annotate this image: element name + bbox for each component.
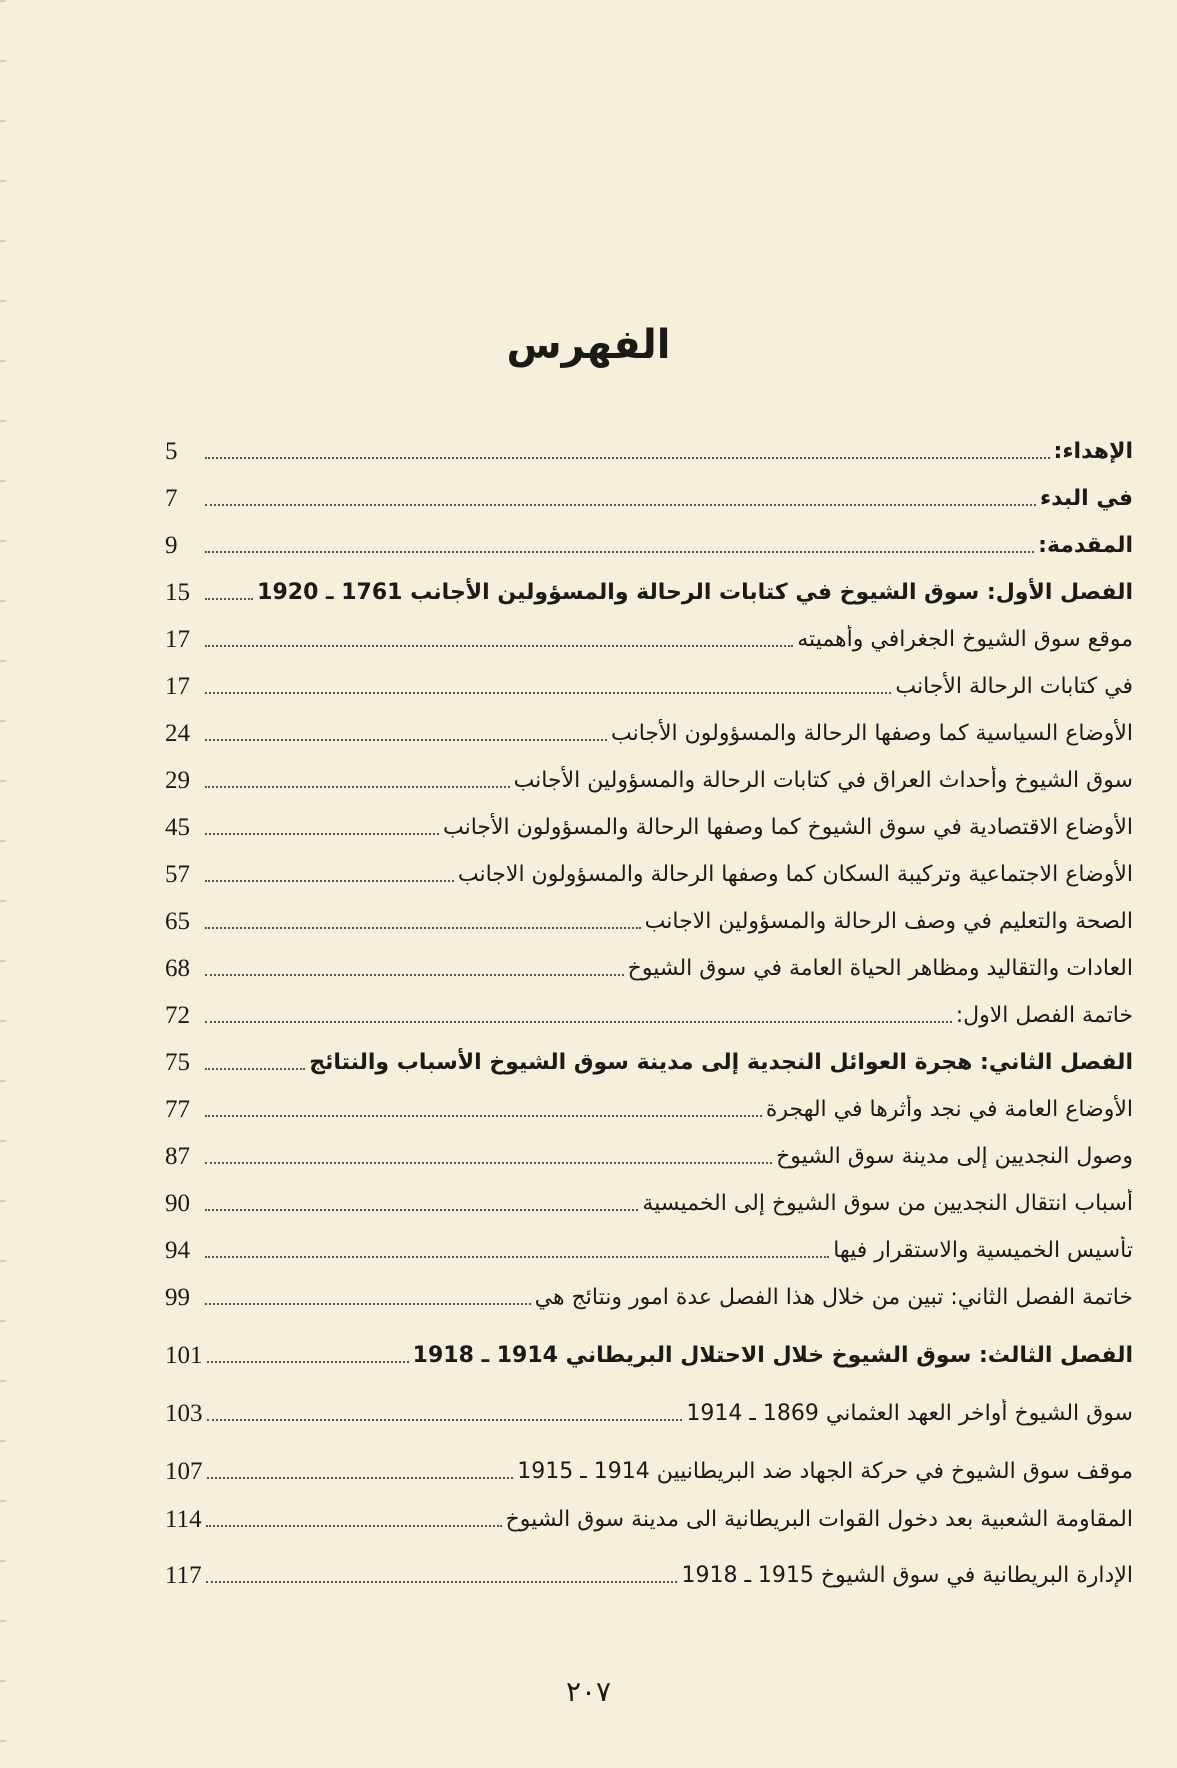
dotted-leader <box>207 1419 683 1421</box>
toc-entry-page: 17 <box>165 673 190 700</box>
toc-entry-page: 75 <box>165 1049 190 1076</box>
toc-entry-title: تأسيس الخميسية والاستقرار فيها <box>833 1238 1133 1263</box>
toc-entry-page: 45 <box>165 814 190 841</box>
dotted-leader <box>205 1256 829 1258</box>
toc-entry-page: 77 <box>165 1096 190 1123</box>
dotted-leader <box>205 927 641 929</box>
toc-entry <box>165 1219 1133 1266</box>
toc-entry-title: الفصل الثاني: هجرة العوائل النجدية إلى مدينة سوق الشيوخ الأسباب والنتائج <box>309 1050 1133 1075</box>
dotted-leader <box>207 1477 514 1479</box>
toc-entry-title: المقدمة: <box>1038 533 1133 558</box>
toc-entry-page: 72 <box>165 1002 190 1029</box>
dotted-leader <box>206 1525 502 1527</box>
toc-entry-title: الصحة والتعليم في وصف الرحالة والمسؤولين الاجانب <box>644 909 1133 934</box>
toc-entry <box>165 1266 1133 1313</box>
toc-entry-title: الأوضاع الاجتماعية وتركيبة السكان كما وصفها الرحالة والمسؤولون الاجانب <box>457 862 1133 887</box>
toc-entry-page: 107 <box>165 1458 203 1485</box>
toc-entry-page: 57 <box>165 861 190 888</box>
toc-entry-page: 99 <box>165 1284 190 1311</box>
page-edge <box>0 0 6 1768</box>
table-of-contents <box>165 420 1133 1591</box>
toc-entry <box>165 655 1133 702</box>
toc-entry <box>165 514 1133 561</box>
dotted-leader <box>205 1162 772 1164</box>
dotted-leader <box>205 692 891 694</box>
toc-entry-title: الإدارة البريطانية في سوق الشيوخ 1915 ـ 1918 <box>681 1563 1133 1588</box>
toc-entry <box>165 1535 1133 1591</box>
toc-entry-page: 103 <box>165 1400 203 1427</box>
dotted-leader <box>207 1361 409 1363</box>
toc-entry-page: 15 <box>165 579 190 606</box>
toc-entry-page: 68 <box>165 955 190 982</box>
toc-entry-title: في البدء <box>1039 486 1133 511</box>
toc-entry <box>165 467 1133 514</box>
toc-entry <box>165 937 1133 984</box>
toc-entry <box>165 1078 1133 1125</box>
toc-entry-page: 114 <box>165 1506 202 1533</box>
toc-entry <box>165 984 1133 1031</box>
toc-entry <box>165 1125 1133 1172</box>
toc-entry-page: 90 <box>165 1190 190 1217</box>
toc-entry-title: خاتمة الفصل الثاني: تبين من خلال هذا الفصل عدة امور ونتائج هي <box>534 1285 1133 1310</box>
dotted-leader <box>205 457 1050 459</box>
toc-entry <box>165 1429 1133 1487</box>
dotted-leader <box>205 786 510 788</box>
toc-entry <box>165 843 1133 890</box>
toc-entry-title: في كتابات الرحالة الأجانب <box>895 674 1133 699</box>
toc-entry <box>165 1371 1133 1429</box>
dotted-leader <box>205 1303 531 1305</box>
toc-entry-title: العادات والتقاليد ومظاهر الحياة العامة في سوق الشيوخ <box>627 956 1133 981</box>
toc-entry-page: 94 <box>165 1237 190 1264</box>
toc-entry-page: 24 <box>165 720 190 747</box>
toc-entry <box>165 749 1133 796</box>
toc-entry-title: أسباب انتقال النجديين من سوق الشيوخ إلى الخميسية <box>642 1191 1133 1216</box>
toc-entry <box>165 561 1133 608</box>
toc-entry <box>165 890 1133 937</box>
toc-entry-page: 9 <box>165 532 178 559</box>
toc-entry-page: 117 <box>165 1562 202 1589</box>
dotted-leader <box>205 504 1036 506</box>
toc-entry-title: الفصل الأول: سوق الشيوخ في كتابات الرحالة والمسؤولين الأجانب 1761 ـ 1920 <box>257 580 1133 605</box>
dotted-leader <box>205 1209 638 1211</box>
toc-entry-title: موقع سوق الشيوخ الجغرافي وأهميته <box>797 627 1133 652</box>
toc-entry-page: 65 <box>165 908 190 935</box>
toc-entry-title: وصول النجديين إلى مدينة سوق الشيوخ <box>776 1144 1133 1169</box>
toc-entry <box>165 420 1133 467</box>
toc-entry-title: خاتمة الفصل الاول: <box>955 1003 1133 1028</box>
dotted-leader <box>205 598 253 600</box>
toc-entry-page: 87 <box>165 1143 190 1170</box>
toc-entry-title: سوق الشيوخ أواخر العهد العثماني 1869 ـ 1914 <box>686 1401 1133 1426</box>
toc-entry <box>165 1487 1133 1535</box>
dotted-leader <box>205 1021 952 1023</box>
toc-entry-title: الأوضاع العامة في نجد وأثرها في الهجرة <box>765 1097 1133 1122</box>
toc-entry <box>165 796 1133 843</box>
toc-entry-title: سوق الشيوخ وأحداث العراق في كتابات الرحالة والمسؤولين الأجانب <box>513 768 1133 793</box>
toc-entry <box>165 608 1133 655</box>
toc-entry-page: 17 <box>165 626 190 653</box>
dotted-leader <box>206 1581 678 1583</box>
toc-entry-title: الأوضاع السياسية كما وصفها الرحالة والمسؤولون الأجانب <box>610 721 1133 746</box>
toc-entry-title: موقف سوق الشيوخ في حركة الجهاد ضد البريطانيين 1914 ـ 1915 <box>517 1459 1133 1484</box>
dotted-leader <box>205 551 1034 553</box>
page-number: ٢٠٧ <box>565 1675 612 1708</box>
toc-entry <box>165 702 1133 749</box>
toc-entry <box>165 1313 1133 1371</box>
toc-entry-title: المقاومة الشعبية بعد دخول القوات البريطانية الى مدينة سوق الشيوخ <box>505 1507 1133 1532</box>
dotted-leader <box>205 833 439 835</box>
toc-entry-title: الفصل الثالث: سوق الشيوخ خلال الاحتلال البريطاني 1914 ـ 1918 <box>412 1343 1133 1368</box>
toc-entry <box>165 1172 1133 1219</box>
page-title: الفهرس <box>506 322 671 368</box>
toc-entry-title: الإهداء: <box>1053 439 1133 464</box>
toc-entry-page: 29 <box>165 767 190 794</box>
toc-entry-page: 7 <box>165 485 178 512</box>
dotted-leader <box>205 1115 762 1117</box>
dotted-leader <box>205 645 793 647</box>
dotted-leader <box>205 974 624 976</box>
dotted-leader <box>205 1068 305 1070</box>
toc-entry-page: 5 <box>165 438 178 465</box>
toc-entry-page: 101 <box>165 1342 203 1369</box>
dotted-leader <box>205 739 607 741</box>
toc-entry-title: الأوضاع الاقتصادية في سوق الشيوخ كما وصفها الرحالة والمسؤولون الأجانب <box>442 815 1133 840</box>
toc-entry <box>165 1031 1133 1078</box>
dotted-leader <box>205 880 454 882</box>
